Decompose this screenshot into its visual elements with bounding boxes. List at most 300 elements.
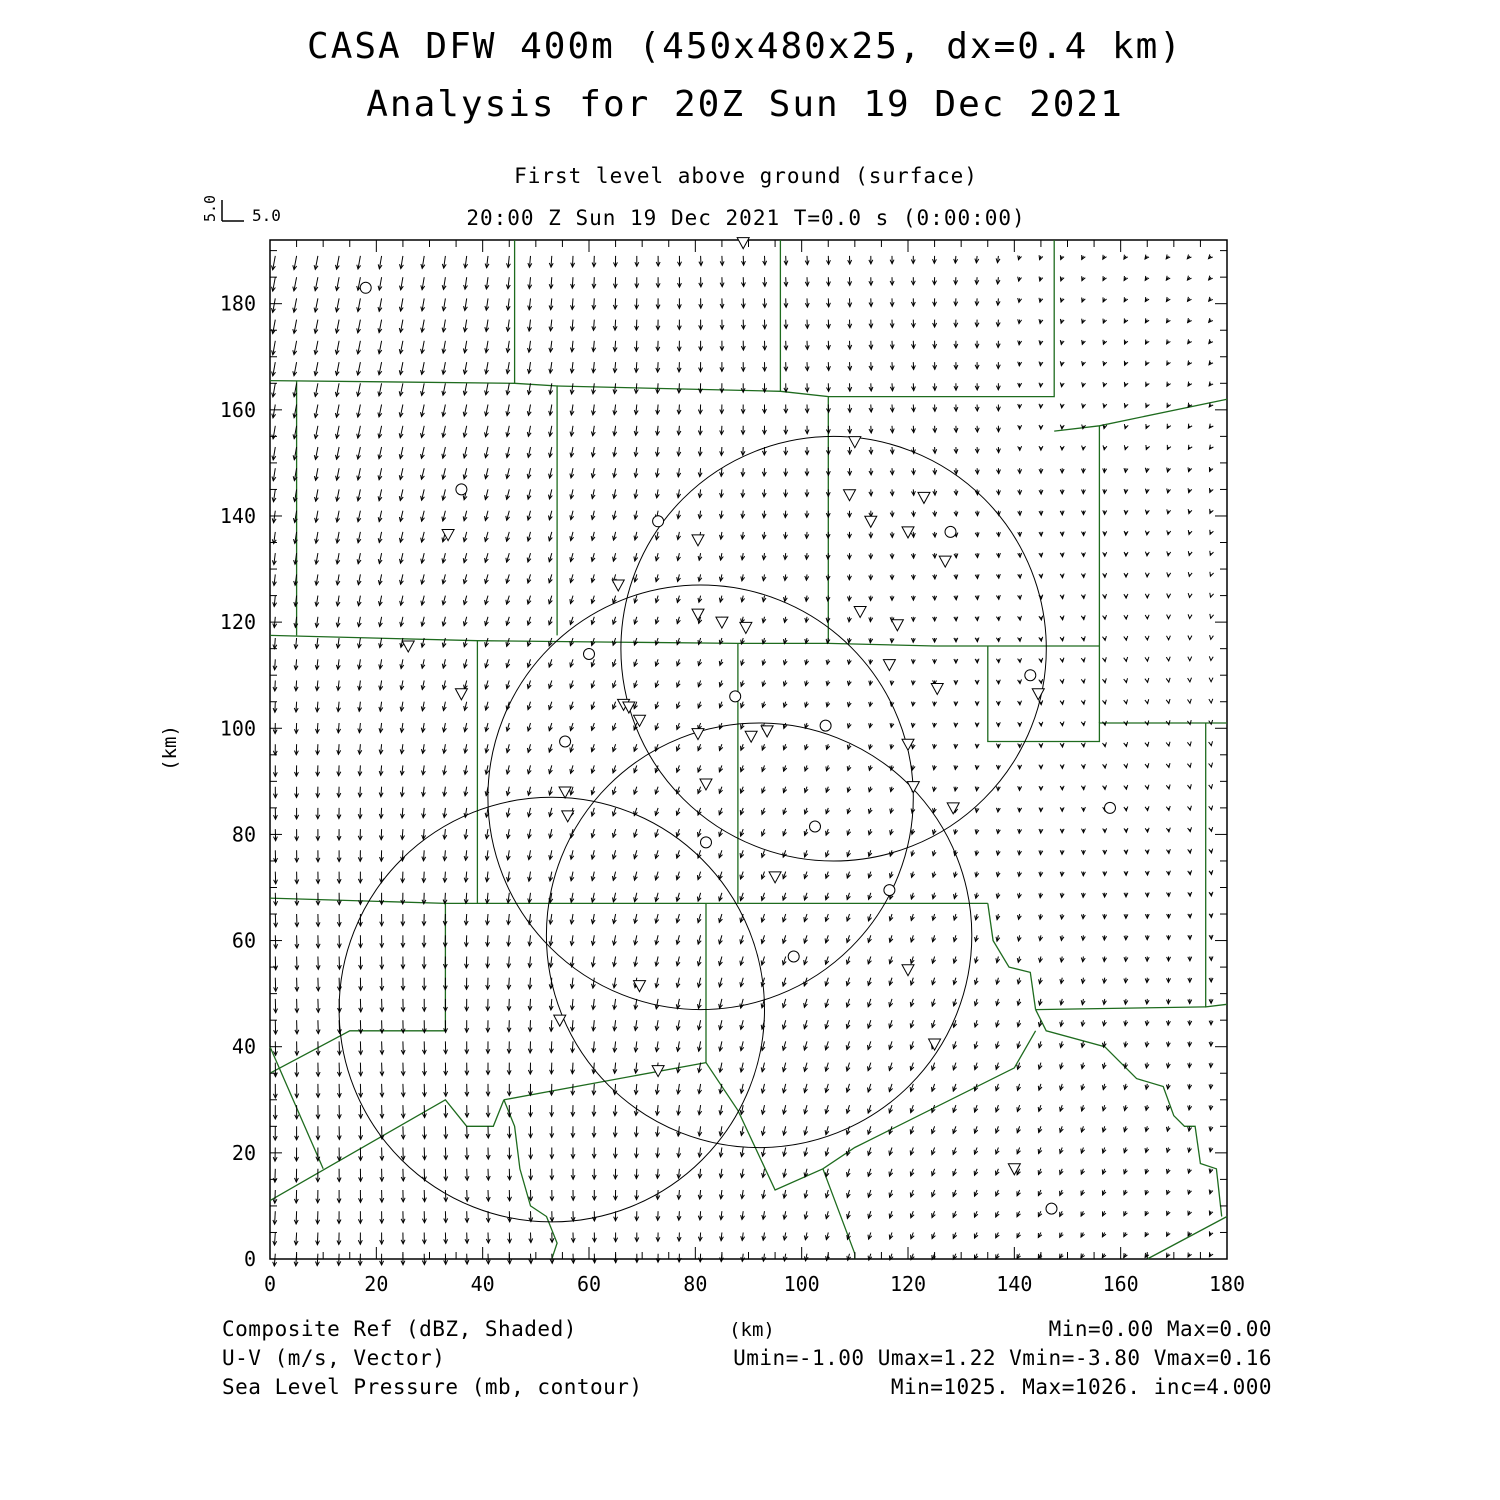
wind-vector bbox=[1017, 1233, 1021, 1238]
wind-vector bbox=[1187, 276, 1191, 280]
wind-vector bbox=[1124, 850, 1128, 854]
wind-vector bbox=[273, 1254, 277, 1266]
wind-vector bbox=[911, 298, 915, 306]
wind-vector bbox=[676, 893, 680, 902]
wind-vector bbox=[847, 829, 851, 835]
wind-vector bbox=[1103, 319, 1107, 324]
wind-vector bbox=[422, 1041, 426, 1054]
wind-vector bbox=[1145, 1041, 1149, 1046]
wind-vector bbox=[295, 914, 299, 927]
wind-vector bbox=[549, 256, 553, 267]
wind-vector bbox=[911, 617, 915, 621]
station-circle bbox=[820, 720, 831, 731]
wind-vector bbox=[783, 659, 787, 664]
wind-vector bbox=[485, 574, 489, 583]
wind-vector bbox=[1060, 340, 1064, 344]
wind-vector bbox=[699, 298, 703, 308]
wind-vector bbox=[1060, 829, 1064, 833]
wind-vector bbox=[889, 1041, 893, 1049]
wind-vector bbox=[676, 999, 680, 1009]
wind-vector bbox=[337, 702, 341, 712]
wind-vector bbox=[804, 957, 808, 965]
wind-vector bbox=[912, 362, 916, 369]
wind-vector bbox=[422, 1020, 426, 1032]
wind-vector bbox=[315, 617, 319, 627]
wind-vector bbox=[1039, 489, 1043, 494]
wind-vector bbox=[422, 978, 426, 990]
wind-vector bbox=[805, 702, 809, 707]
wind-vector bbox=[463, 468, 467, 479]
wind-vector bbox=[316, 744, 320, 754]
wind-vector bbox=[826, 829, 830, 835]
wind-vector bbox=[336, 532, 340, 543]
wind-vector bbox=[996, 1041, 1000, 1048]
wind-vector bbox=[506, 362, 510, 374]
wind-vector bbox=[528, 320, 532, 332]
wind-vector bbox=[401, 1105, 405, 1118]
wind-vector bbox=[613, 447, 617, 457]
county-boundary-1 bbox=[270, 635, 1099, 646]
wind-vector bbox=[655, 978, 659, 988]
wind-vector bbox=[1124, 1126, 1128, 1131]
wind-vector bbox=[1102, 1084, 1106, 1090]
wind-vector bbox=[338, 1041, 342, 1054]
wind-vector bbox=[634, 1020, 638, 1030]
wind-vector bbox=[932, 893, 936, 899]
wind-vector bbox=[1124, 914, 1128, 918]
wind-vector bbox=[570, 553, 574, 562]
wind-vector bbox=[379, 681, 383, 691]
wind-vector bbox=[443, 935, 447, 946]
station-circle bbox=[701, 837, 712, 848]
wind-vector bbox=[826, 1233, 830, 1240]
wind-vector bbox=[527, 553, 531, 562]
wind-vector bbox=[740, 1126, 744, 1135]
wind-vector bbox=[380, 1169, 384, 1181]
wind-vector bbox=[442, 511, 446, 521]
wind-vector bbox=[486, 1063, 490, 1075]
wind-vector bbox=[316, 1190, 320, 1203]
wind-vector bbox=[486, 978, 490, 990]
wind-vector bbox=[889, 999, 893, 1007]
wind-vector bbox=[335, 362, 339, 375]
wind-vector bbox=[571, 1233, 575, 1243]
wind-vector bbox=[443, 702, 447, 711]
wind-vector bbox=[741, 362, 745, 371]
wind-vector bbox=[975, 659, 979, 663]
wind-vector bbox=[825, 1063, 829, 1072]
wind-vector bbox=[1124, 1253, 1128, 1258]
wind-vector bbox=[378, 298, 382, 311]
wind-vector bbox=[933, 511, 937, 516]
wind-vector bbox=[869, 468, 873, 475]
wind-vector bbox=[463, 320, 467, 332]
wind-vector bbox=[274, 957, 278, 970]
wind-vector bbox=[463, 447, 467, 458]
wind-vector bbox=[378, 553, 382, 563]
wind-vector bbox=[1188, 1020, 1192, 1025]
wind-vector bbox=[996, 893, 1000, 898]
wind-vector bbox=[527, 383, 531, 394]
wind-vector bbox=[677, 1254, 681, 1262]
wind-vector bbox=[975, 829, 979, 834]
wind-vector bbox=[400, 681, 404, 690]
wind-vector bbox=[1081, 1190, 1085, 1195]
wind-vector bbox=[697, 914, 701, 923]
wind-vector bbox=[827, 277, 831, 286]
wind-vector bbox=[634, 596, 638, 603]
wind-vector bbox=[294, 681, 298, 691]
wind-vector bbox=[1018, 637, 1022, 641]
wind-vector bbox=[1060, 957, 1064, 963]
wind-vector bbox=[614, 1233, 618, 1242]
wind-vector bbox=[827, 320, 831, 329]
wind-vector bbox=[1209, 360, 1213, 364]
wind-vector bbox=[1188, 488, 1192, 493]
wind-vector bbox=[506, 681, 510, 689]
wind-vector bbox=[698, 659, 702, 665]
wind-vector bbox=[741, 659, 745, 665]
wind-vector bbox=[997, 489, 1001, 494]
wind-vector bbox=[656, 256, 660, 266]
wind-vector bbox=[911, 850, 915, 856]
wind-vector bbox=[423, 1148, 427, 1160]
wind-vector bbox=[634, 405, 638, 415]
wind-vector bbox=[677, 1190, 681, 1199]
wind-vector bbox=[442, 553, 446, 563]
wind-vector bbox=[1102, 1148, 1106, 1154]
wind-vector bbox=[485, 596, 489, 605]
wind-vector bbox=[315, 638, 319, 648]
wind-vector bbox=[974, 1169, 978, 1176]
wind-vector bbox=[315, 511, 319, 523]
wind-vector bbox=[422, 1233, 426, 1244]
axis-ticks bbox=[220, 240, 1245, 1296]
wind-vector bbox=[634, 426, 638, 436]
wind-vector bbox=[656, 1211, 660, 1220]
wind-vector bbox=[848, 298, 852, 306]
wind-vector bbox=[401, 1169, 405, 1181]
wind-vector bbox=[975, 383, 979, 390]
wind-vector bbox=[527, 765, 531, 773]
wind-vector bbox=[635, 362, 639, 372]
wind-vector bbox=[1166, 276, 1170, 280]
wind-vector bbox=[1166, 255, 1170, 259]
wind-vector bbox=[762, 702, 766, 708]
wind-vector bbox=[996, 935, 1000, 941]
wind-vector bbox=[720, 511, 724, 519]
wind-vector bbox=[486, 1233, 490, 1244]
wind-vector bbox=[975, 595, 979, 599]
wind-vector bbox=[549, 596, 553, 604]
wind-vector bbox=[486, 1169, 490, 1180]
wind-vector bbox=[1018, 808, 1022, 812]
wind-vector bbox=[763, 256, 767, 265]
wind-vector bbox=[335, 320, 339, 333]
wind-vector bbox=[975, 277, 979, 284]
wind-vector bbox=[933, 787, 937, 792]
wind-vector bbox=[975, 405, 979, 412]
wind-vector bbox=[869, 298, 873, 306]
wind-vector bbox=[359, 893, 363, 905]
wind-vector bbox=[1209, 827, 1213, 831]
wind-vector bbox=[465, 1190, 469, 1201]
wind-vector bbox=[401, 1020, 405, 1033]
wind-vector bbox=[804, 808, 808, 814]
wind-vector bbox=[613, 914, 617, 924]
wind-vector bbox=[890, 320, 894, 328]
wind-vector bbox=[1124, 657, 1128, 661]
wind-vector bbox=[1188, 849, 1192, 853]
wind-vector bbox=[763, 341, 767, 350]
wind-vector bbox=[1210, 614, 1214, 618]
wind-vector bbox=[996, 680, 1000, 684]
wind-vector bbox=[1188, 593, 1192, 597]
wind-vector bbox=[996, 277, 1000, 284]
wind-vector bbox=[549, 723, 553, 731]
wind-vector bbox=[826, 787, 830, 793]
wind-vector bbox=[421, 320, 425, 333]
wind-vector bbox=[741, 298, 745, 307]
wind-vector bbox=[655, 659, 659, 666]
wind-vector bbox=[1145, 552, 1149, 556]
wind-vector bbox=[698, 999, 702, 1009]
wind-vector bbox=[1081, 957, 1085, 962]
wind-vector bbox=[634, 935, 638, 945]
wind-vector bbox=[380, 935, 384, 947]
wind-vector bbox=[613, 765, 617, 773]
wind-vector bbox=[571, 1169, 575, 1180]
wind-vector bbox=[1102, 1253, 1106, 1258]
wind-vector bbox=[463, 553, 467, 563]
wind-vector bbox=[677, 638, 681, 645]
wind-vector bbox=[464, 298, 468, 310]
wind-vector bbox=[1166, 828, 1170, 832]
wind-vector bbox=[805, 426, 809, 434]
wind-vector bbox=[719, 935, 723, 944]
wind-vector bbox=[464, 659, 468, 668]
station-circle bbox=[360, 282, 371, 293]
wind-vector bbox=[1081, 636, 1085, 640]
wind-vector bbox=[698, 426, 702, 435]
wind-vector bbox=[910, 1190, 914, 1197]
wind-vector bbox=[400, 256, 404, 269]
wind-vector bbox=[1188, 957, 1192, 961]
y-tick-label: 100 bbox=[219, 716, 256, 741]
wind-vector bbox=[954, 320, 958, 327]
footer-field1-stats: Min=0.00 Max=0.00 bbox=[1048, 1317, 1272, 1341]
wind-vector bbox=[442, 617, 446, 626]
station-triangle bbox=[769, 872, 781, 883]
wind-vector bbox=[1018, 511, 1022, 516]
wind-vector bbox=[910, 978, 914, 985]
wind-vector bbox=[678, 256, 682, 266]
wind-vector bbox=[910, 1126, 914, 1134]
wind-vector bbox=[528, 341, 532, 352]
wind-vector bbox=[933, 298, 937, 306]
wind-vector bbox=[443, 808, 447, 818]
wind-vector bbox=[847, 808, 851, 814]
wind-vector bbox=[1209, 1252, 1213, 1257]
title-line-2: Analysis for 20Z Sun 19 Dec 2021 bbox=[366, 84, 1124, 125]
wind-vector bbox=[1209, 1231, 1213, 1236]
wind-vector bbox=[274, 999, 278, 1013]
wind-vector bbox=[274, 850, 278, 862]
wind-vector bbox=[1145, 849, 1149, 853]
wind-vector bbox=[1188, 509, 1192, 513]
wind-vector bbox=[1209, 741, 1213, 745]
wind-vector bbox=[423, 1126, 427, 1138]
wind-vector bbox=[975, 298, 979, 305]
wind-vector bbox=[804, 787, 808, 793]
wind-vector bbox=[1166, 763, 1170, 767]
wind-vector bbox=[783, 744, 787, 750]
wind-vector bbox=[400, 787, 404, 797]
time-label: 20:00 Z Sun 19 Dec 2021 T=0.0 s (0:00:00) bbox=[466, 206, 1026, 230]
x-tick-label: 20 bbox=[364, 1272, 389, 1296]
wind-vector bbox=[336, 659, 340, 669]
wind-vector bbox=[549, 829, 553, 838]
wind-vector bbox=[485, 511, 489, 521]
wind-vector bbox=[761, 1126, 765, 1135]
wind-vector bbox=[485, 362, 489, 374]
wind-vector bbox=[699, 277, 703, 287]
wind-vector bbox=[613, 1105, 617, 1116]
wind-vector bbox=[613, 341, 617, 352]
wind-vector bbox=[1146, 382, 1150, 387]
wind-vector bbox=[655, 638, 659, 645]
wind-vector bbox=[889, 1211, 893, 1218]
wind-vector bbox=[359, 999, 363, 1012]
wind-vector bbox=[1167, 403, 1171, 408]
wind-vector bbox=[825, 893, 829, 900]
wind-vector bbox=[826, 426, 830, 434]
wind-vector bbox=[421, 489, 425, 500]
wind-vector bbox=[273, 574, 277, 585]
wind-vector bbox=[591, 723, 595, 730]
wind-vector bbox=[761, 893, 765, 901]
wind-vector bbox=[1167, 978, 1171, 983]
x-tick-label: 60 bbox=[576, 1272, 602, 1296]
wind-vector bbox=[784, 447, 788, 455]
wind-vector bbox=[1188, 978, 1192, 983]
wind-vector bbox=[443, 957, 447, 969]
wind-vector bbox=[1146, 403, 1150, 408]
wind-vector bbox=[634, 1063, 638, 1074]
wind-vector bbox=[272, 426, 276, 439]
wind-vector bbox=[399, 468, 403, 479]
wind-vector bbox=[549, 935, 553, 945]
wind-vector bbox=[1018, 616, 1022, 620]
wind-vector bbox=[1082, 511, 1086, 515]
wind-vector bbox=[380, 1148, 384, 1161]
wind-vector bbox=[868, 1233, 872, 1240]
wind-vector bbox=[975, 957, 979, 963]
wind-vector bbox=[697, 978, 701, 987]
wind-vector bbox=[741, 405, 745, 414]
wind-vector bbox=[274, 935, 278, 948]
wind-vector bbox=[1018, 701, 1022, 705]
wind-vector bbox=[1209, 913, 1213, 917]
wind-vector bbox=[357, 468, 361, 480]
wind-vector bbox=[570, 935, 574, 945]
wind-vector bbox=[848, 574, 852, 579]
wind-vector bbox=[1103, 636, 1107, 640]
wind-vector bbox=[570, 702, 574, 710]
wind-vector bbox=[741, 468, 745, 476]
county-boundary-19 bbox=[270, 1100, 504, 1201]
wind-vector bbox=[996, 701, 1000, 705]
wind-vector bbox=[869, 617, 873, 622]
wind-vector bbox=[358, 808, 362, 819]
wind-vector bbox=[826, 659, 830, 664]
wind-vector bbox=[337, 850, 341, 861]
wind-vector bbox=[954, 447, 958, 453]
wind-vector bbox=[1082, 361, 1086, 365]
wind-vector bbox=[761, 1105, 765, 1114]
wind-vector bbox=[359, 1041, 363, 1054]
wind-vector bbox=[1166, 785, 1170, 789]
wind-vector bbox=[1082, 255, 1086, 260]
wind-vector bbox=[570, 341, 574, 352]
wind-vector bbox=[399, 320, 403, 333]
wind-vector bbox=[570, 744, 574, 752]
wind-vector bbox=[1103, 935, 1107, 940]
wind-vector bbox=[1103, 1211, 1107, 1216]
wind-vector bbox=[549, 362, 553, 373]
wind-vector bbox=[294, 1190, 298, 1203]
wind-vector bbox=[314, 405, 318, 418]
wind-vector bbox=[1103, 615, 1107, 619]
wind-vector bbox=[358, 681, 362, 691]
wind-vector bbox=[1060, 700, 1064, 704]
station-triangle bbox=[745, 731, 757, 742]
wind-vector bbox=[996, 1211, 1000, 1217]
wind-vector bbox=[975, 574, 979, 578]
wind-vector bbox=[719, 957, 723, 966]
wind-vector bbox=[762, 744, 766, 750]
wind-vector bbox=[571, 1148, 575, 1159]
wind-vector bbox=[527, 744, 531, 752]
wind-vector bbox=[740, 978, 744, 987]
wind-vector bbox=[761, 1063, 765, 1072]
wind-vector bbox=[656, 468, 660, 477]
wind-vector bbox=[869, 277, 873, 285]
wind-vector bbox=[677, 532, 681, 540]
wind-vector bbox=[975, 638, 979, 642]
wind-vector bbox=[805, 617, 809, 623]
wind-vector bbox=[697, 872, 701, 880]
wind-vector bbox=[720, 383, 724, 392]
wind-vector bbox=[401, 1063, 405, 1076]
wind-vector bbox=[528, 850, 532, 859]
wind-vector bbox=[380, 978, 384, 991]
wind-vector bbox=[337, 723, 341, 733]
wind-vector bbox=[655, 829, 659, 837]
wind-vector bbox=[401, 957, 405, 969]
wind-vector bbox=[783, 829, 787, 836]
wind-vector bbox=[656, 1148, 660, 1158]
wind-vector bbox=[635, 1233, 639, 1242]
wind-vector bbox=[592, 298, 596, 309]
wind-vector bbox=[528, 957, 532, 968]
wind-vector bbox=[911, 914, 915, 921]
wind-vector bbox=[506, 341, 510, 353]
wind-vector bbox=[1188, 1211, 1192, 1216]
wind-vector bbox=[1039, 978, 1043, 984]
wind-vector bbox=[1167, 1211, 1171, 1216]
wind-vector bbox=[1018, 553, 1022, 557]
